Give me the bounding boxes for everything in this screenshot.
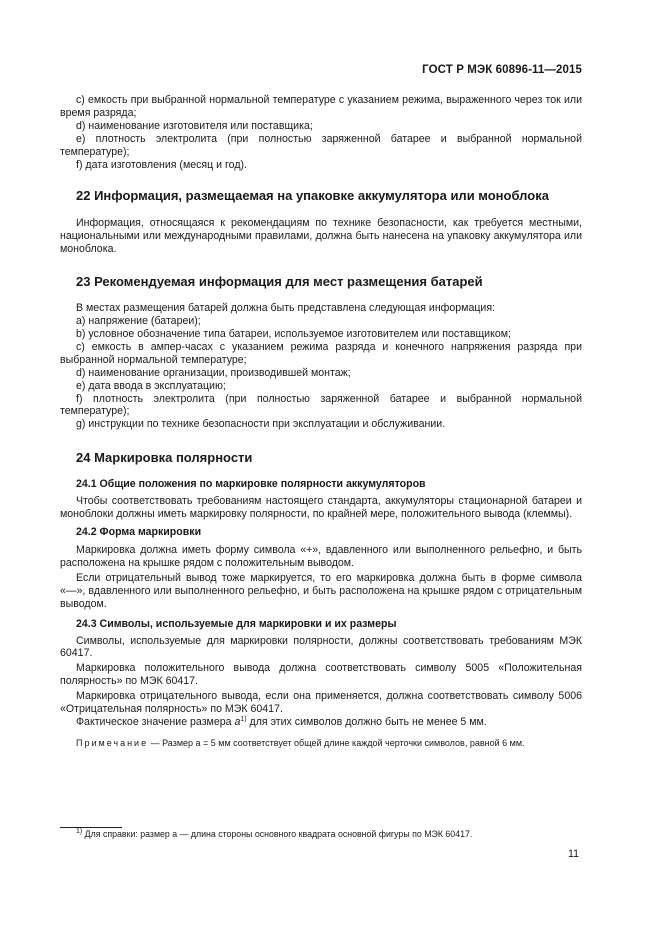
list-item-a: a) напряжение (батареи); — [76, 315, 201, 328]
section-24-1-text: Чтобы соответствовать требованиям настоящего стандарта, аккумуляторы стационарной батареи и моноблоки должны иметь маркировку полярности, по крайней мере, положительного вывода (клеммы). — [60, 495, 582, 521]
list-item-e: e) дата ввода в эксплуатацию; — [76, 379, 226, 392]
page-number: 11 — [568, 848, 579, 860]
section-24-3-p2: Маркировка положительного вывода должна соответствовать символу 5005 «Положительная полярность» по МЭК 60417. — [60, 662, 582, 688]
standard-header: ГОСТ Р МЭК 60896-11—2015 — [422, 64, 582, 76]
section-23-intro: В местах размещения батарей должна быть представлена следующая информация: — [76, 302, 496, 315]
list-item-d: d) наименование изготовителя или поставщика; — [76, 119, 313, 132]
section-23-title: 23 Рекомендуемая информация для мест размещения батарей — [76, 274, 483, 290]
section-24-3-p4: Фактическое значение размера $a^{1)}$ для этих символов должно быть не менее 5 мм. — [76, 716, 487, 728]
list-item-d: d) наименование организации, производившей монтаж; — [76, 366, 351, 379]
footnote-divider — [60, 827, 122, 828]
section-24-3-title: 24.3 Символы, используемые для маркировки и их размеры — [76, 617, 397, 630]
section-24-2-title: 24.2 Форма маркировки — [76, 526, 202, 539]
list-item-g: g) инструкции по технике безопасности при эксплуатации и обслуживании. — [76, 418, 446, 431]
page-content — [60, 94, 582, 749]
footnote: $^{1)}$ Для справки: размер a — длина стороны основного квадрата основной фигуры по МЭК 60417. — [76, 828, 473, 839]
section-24-3-p1: Символы, используемые для маркировки полярности, должны соответствовать требованиям МЭК 60417. — [60, 634, 582, 660]
section-22-title: 22 Информация, размещаемая на упаковке аккумулятора или моноблока — [76, 188, 549, 204]
list-item-e: e) плотность электролита (при полностью заряженной батарее и выбранной нормальной температуре); — [60, 132, 582, 158]
list-item-f: f) дата изготовления (месяц и год). — [76, 158, 247, 171]
section-24-3-p3: Маркировка отрицательного вывода, если она применяется, должна соответствовать символу 5006 «Отрицательная полярность» по МЭК 60417. — [60, 690, 582, 716]
list-item-c: c) емкость при выбранной нормальной температуре с указанием режима, выраженного через ток или время разряда; — [60, 94, 582, 119]
list-item-f: f) плотность электролита (при полностью заряженной батарее и выбранной нормальной температуре); — [60, 392, 582, 418]
section-24-3-note: Примечание — Размер a = 5 мм соответствует общей длине каждой черточки символов, равной 6 мм. — [76, 737, 525, 748]
section-22-text: Информация, относящаяся к рекомендациям по технике безопасности, как требуется местными, национальными или международными правилами, должна быть нанесена на упаковку аккумулятора или моноблока. — [60, 217, 582, 256]
section-24-title: 24 Маркировка полярности — [76, 450, 253, 466]
section-24-1-title: 24.1 Общие положения по маркировке полярности аккумуляторов — [76, 478, 426, 491]
section-24-2-p1: Маркировка должна иметь форму символа «+», вдавленного или выполненного рельефно, и быть расположена на крышке рядом с положительным выводом. — [60, 544, 582, 569]
section-24-2-p2: Если отрицательный вывод тоже маркируется, то его маркировка должна быть в форме символа «—», вдавленного или выполненного рельефно, и быть расположена на крышке рядом с отрицательным выводом. — [60, 571, 582, 610]
list-item-b: b) условное обозначение типа батареи, используемое изготовителем или поставщиком; — [76, 327, 511, 340]
list-item-c: c) емкость в ампер-часах с указанием режима разряда и конечного напряжения разряда при выбранной нормальной температуре; — [60, 340, 582, 366]
